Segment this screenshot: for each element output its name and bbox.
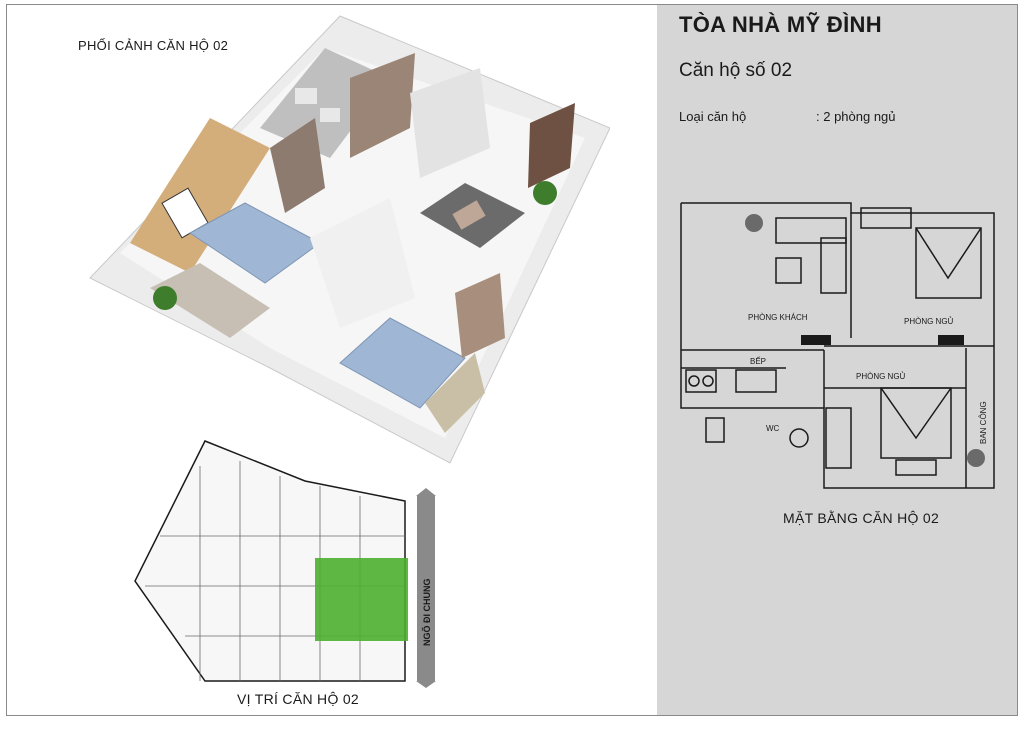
apartment-type-value: : 2 phòng ngủ [816,109,896,124]
floor-plan-label: MẶT BẰNG CĂN HỘ 02 [783,510,940,526]
room-wc-label: WC [766,424,780,433]
perspective-render [70,8,610,468]
room-kitchen-label: BẾP [750,357,767,366]
building-title: TÒA NHÀ MỸ ĐÌNH [679,12,882,37]
room-balcony-label: BAN CÔNG [979,401,988,444]
apartment-type-label: Loại căn hộ [679,109,747,124]
corridor-label: NGÕ ĐI CHUNG [422,578,432,646]
room-bedroom2-label: PHÒNG NGỦ [856,372,906,381]
location-label: VỊ TRÍ CĂN HỘ 02 [237,691,360,707]
room-bedroom1-label: PHÒNG NGỦ [904,317,954,326]
floor-plan [676,198,1006,493]
perspective-label: PHỐI CẢNH CĂN HỘ 02 [78,38,229,53]
apartment-number: Căn hộ số 02 [679,60,793,81]
room-living-label: PHÒNG KHÁCH [748,313,808,322]
location-plan [130,436,442,688]
